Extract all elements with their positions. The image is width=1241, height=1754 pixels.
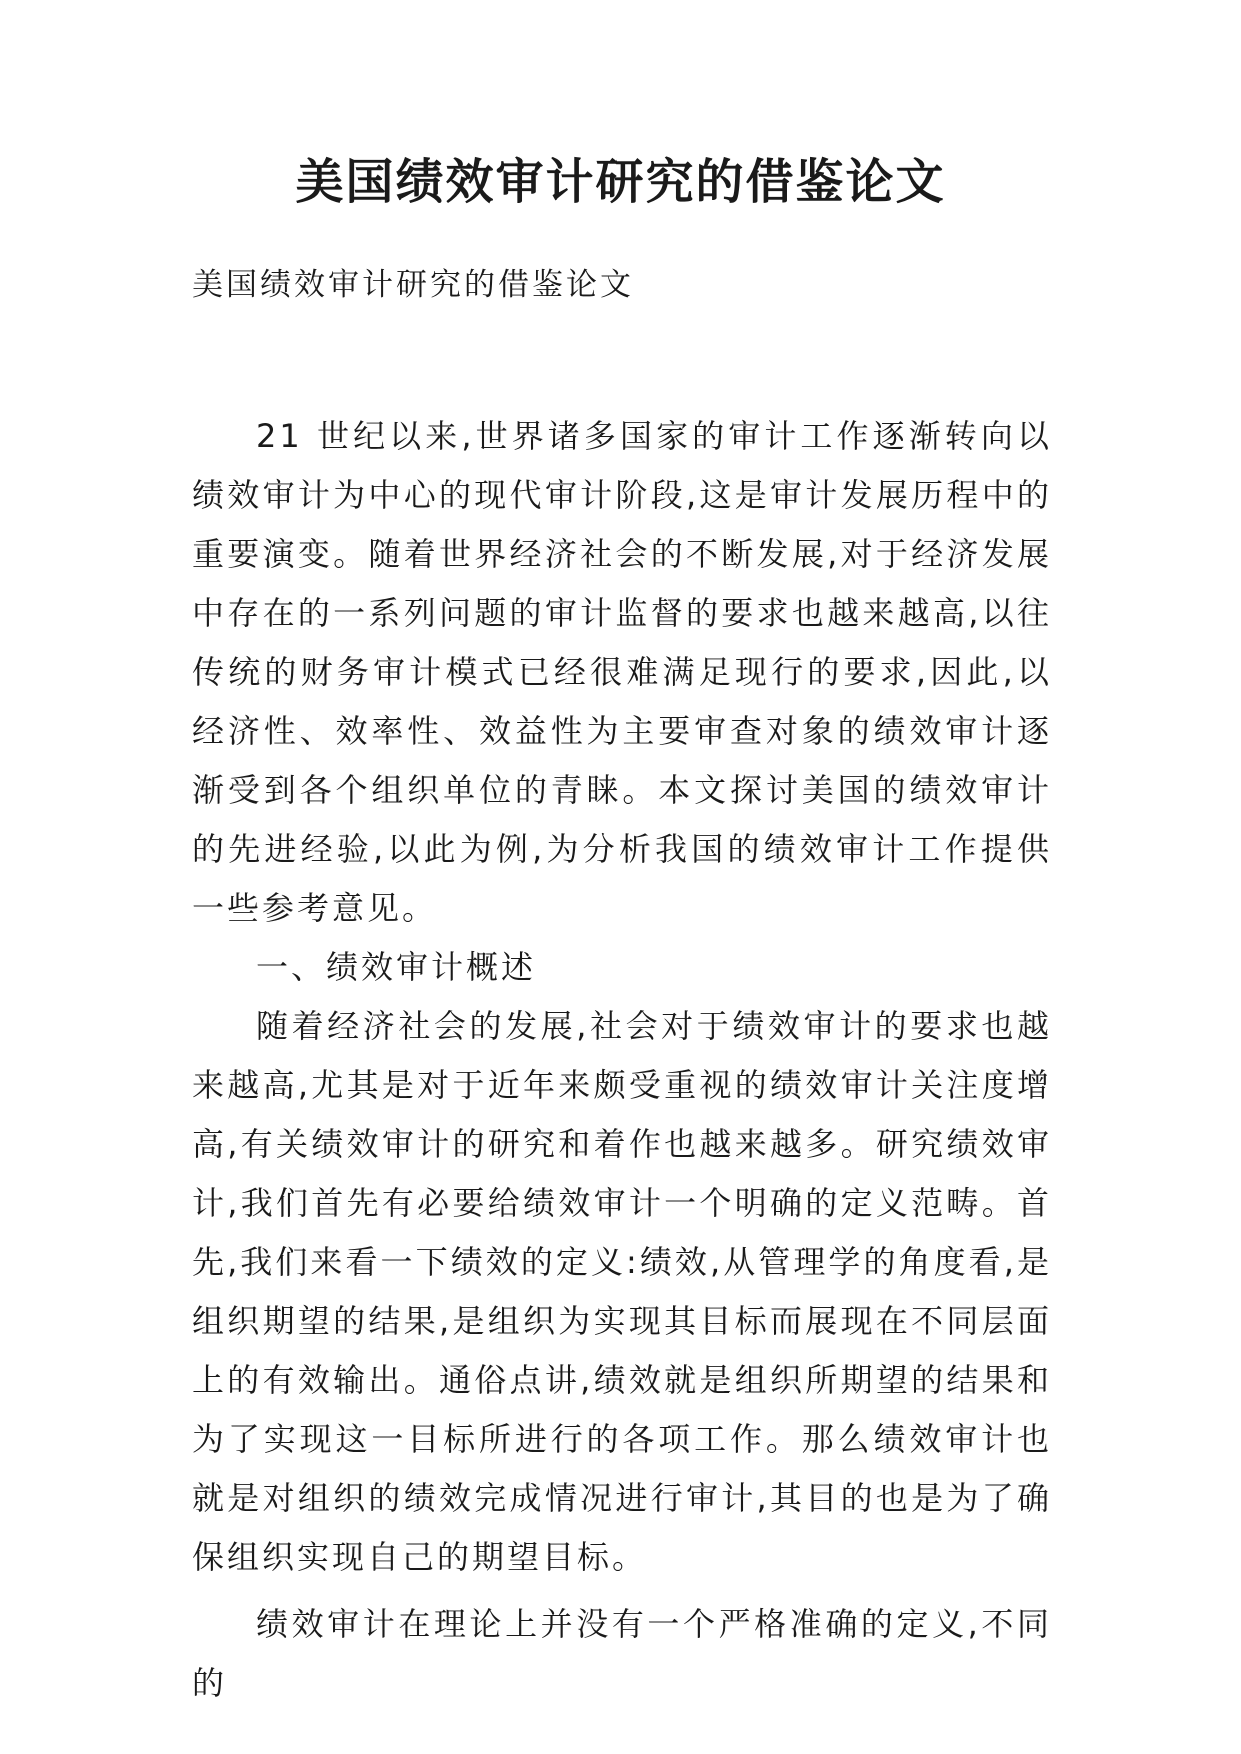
document-title: 美国绩效审计研究的借鉴论文 bbox=[295, 154, 946, 210]
document-body bbox=[192, 407, 1052, 1713]
intro-paragraph: 21 世纪以来,世界诸多国家的审计工作逐渐转向以绩效审计为中心的现代审计阶段,这是审计发展历程中的重要演变。随着世界经济社会的不断发展,对于经济发展中存在的一系列问题的审计监督的要求也越来越高,以往传统的财务审计模式已经很难满足现行的要求,因此,以经济性、效率性、效益性为主要审查对象的绩效审计逐渐受到各个组织单位的青睐。本文探讨美国的绩效审计的先进经验,以此为例,为分析我国的绩效审计工作提供一些参考意见。 bbox=[192, 417, 1052, 927]
body-paragraph: 绩效审计在理论上并没有一个严格准确的定义,不同的 bbox=[192, 1605, 1052, 1702]
body-paragraph: 随着经济社会的发展,社会对于绩效审计的要求也越来越高,尤其是对于近年来颇受重视的绩效审计关注度增高,有关绩效审计的研究和着作也越来越多。研究绩效审计,我们首先有必要给绩效审计一个明确的定义范畴。首先,我们来看一下绩效的定义:绩效,从管理学的角度看,是组织期望的结果,是组织为实现其目标而展现在不同层面上的有效输出。通俗点讲,绩效就是组织所期望的结果和为了实现这一目标所进行的各项工作。那么绩效审计也就是对组织的绩效完成情况进行审计,其目的也是为了确保组织实现自己的期望目标。 bbox=[192, 1007, 1052, 1576]
section-heading: 一、绩效审计概述 bbox=[256, 948, 537, 986]
document-subtitle: 美国绩效审计研究的借鉴论文 bbox=[192, 267, 634, 303]
